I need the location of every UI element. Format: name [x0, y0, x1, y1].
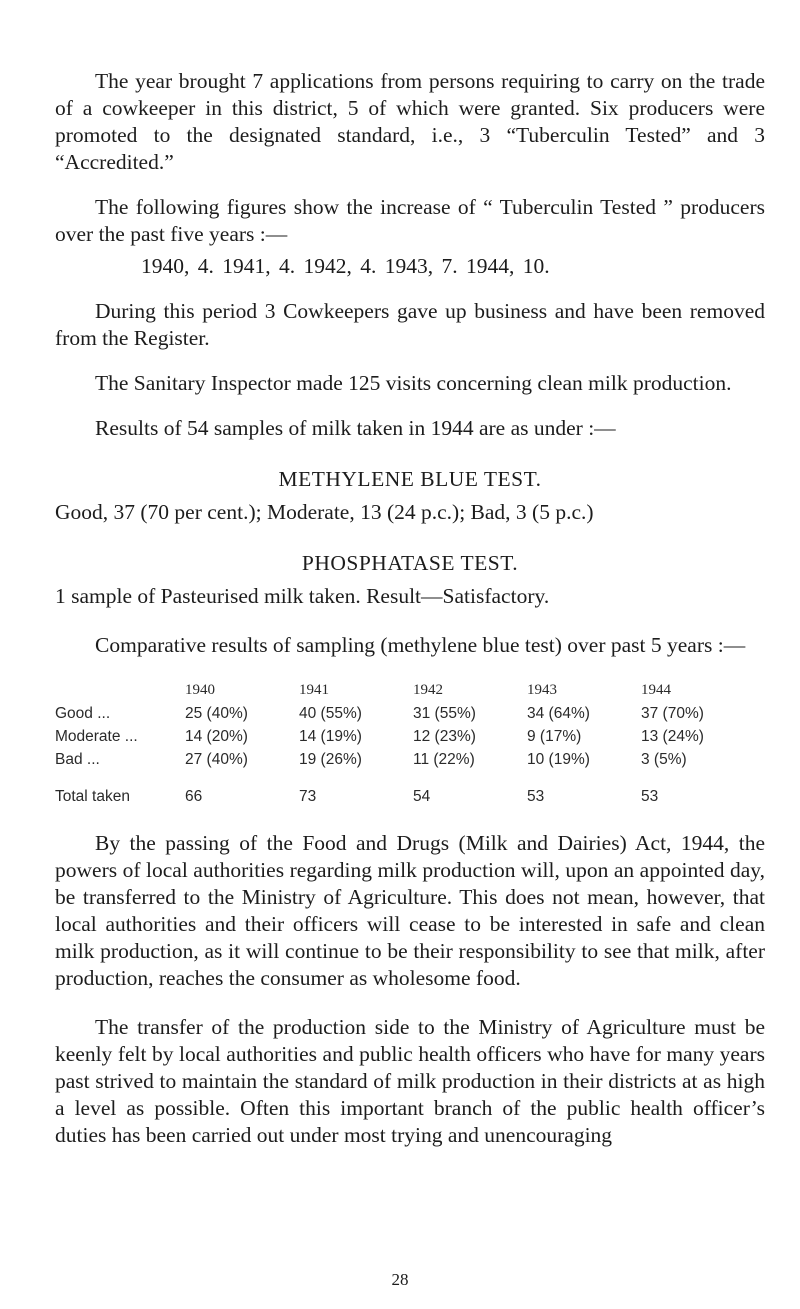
- paragraph-tuberculin-increase: The following figures show the increase of “ Tuberculin Tested ” producers over the past five years :—: [55, 195, 765, 246]
- methylene-result-line: Good, 37 (70 per cent.); Moderate, 13 (24 p.c.); Bad, 3 (5 p.c.): [55, 500, 594, 524]
- table-cell: 14 (19%): [299, 727, 362, 745]
- table-cell: 40 (55%): [299, 704, 362, 722]
- page-number: 28: [391, 1270, 409, 1289]
- paragraph-ministry-transfer: The transfer of the production side to the Ministry of Agriculture must be keenly felt by local authorities and public health officers who have for many years past strived to maintain the standard of milk production in their districts at as high a level as possible. Often this important branch of the public health officer’s duties has been carried out under most trying and unencouraging: [55, 1015, 765, 1147]
- table-row-total: [55, 771, 755, 808]
- row-label: Bad ...: [55, 750, 100, 768]
- table-header-year: 1944: [641, 682, 671, 698]
- table-cell: 11 (22%): [413, 750, 475, 768]
- table-row-bad: [55, 748, 755, 771]
- table-cell: 53: [641, 787, 659, 805]
- paragraph-applications: The year brought 7 applications from persons requiring to carry on the trade of a cowkeeper in this district, 5 of which were granted. Six producers were promoted to the designated standard, i.e., 3 “Tuberculin Tested” and 3 “Accredited.”: [55, 69, 765, 174]
- table-cell: 66: [185, 787, 203, 805]
- table-cell: 13 (24%): [641, 727, 704, 745]
- table-cell: 9 (17%): [527, 727, 582, 745]
- paragraph-samples-intro: Results of 54 samples of milk taken in 1944 are as under :—: [95, 416, 616, 440]
- table-cell: 3 (5%): [641, 750, 687, 768]
- phosphatase-result-line: 1 sample of Pasteurised milk taken. Result—Satisfactory.: [55, 584, 550, 608]
- table-cell: 10 (19%): [527, 750, 590, 768]
- table-cell: 53: [527, 787, 545, 805]
- comparative-results-table: [55, 679, 755, 808]
- table-cell: 54: [413, 787, 431, 805]
- table-header-year: 1942: [413, 682, 443, 698]
- table-cell: 73: [299, 787, 317, 805]
- row-label: Total taken: [55, 787, 130, 805]
- table-cell: 37 (70%): [641, 704, 704, 722]
- table-cell: 31 (55%): [413, 704, 476, 722]
- table-row-good: [55, 702, 755, 725]
- table-header-row: [55, 679, 755, 702]
- paragraph-cowkeepers-removed: During this period 3 Cowkeepers gave up business and have been removed from the Register.: [55, 299, 765, 350]
- table-cell: 25 (40%): [185, 704, 248, 722]
- table-header-year: 1943: [527, 682, 557, 698]
- paragraph-inspector-visits: The Sanitary Inspector made 125 visits concerning clean milk production.: [95, 371, 732, 395]
- row-label: Moderate ...: [55, 727, 138, 745]
- heading-methylene-blue-test: METHYLENE BLUE TEST.: [278, 467, 542, 491]
- paragraph-comparative-intro: Comparative results of sampling (methylene blue test) over past 5 years :—: [95, 633, 746, 657]
- document-page: [55, 68, 765, 1149]
- table-header-empty: [55, 679, 185, 702]
- table-cell: 14 (20%): [185, 727, 248, 745]
- table-row-moderate: [55, 725, 755, 748]
- table-cell: 19 (26%): [299, 750, 362, 768]
- tuberculin-years-line: 1940, 4. 1941, 4. 1942, 4. 1943, 7. 1944, 10.: [141, 254, 550, 278]
- heading-phosphatase-test: PHOSPHATASE TEST.: [301, 551, 519, 575]
- table-header-year: 1940: [185, 682, 215, 698]
- paragraph-food-and-drugs-act: By the passing of the Food and Drugs (Milk and Dairies) Act, 1944, the powers of local authorities regarding milk production will, upon an appointed day, be transferred to the Ministry of Agriculture. This does not mean, however, that local authorities and their officers will cease to be interested in safe and clean milk production, as it will continue to be their responsibility to see that milk, after production, reaches the consumer as wholesome food.: [55, 831, 765, 990]
- table-cell: 34 (64%): [527, 704, 590, 722]
- table-header-year: 1941: [299, 682, 329, 698]
- table-cell: 12 (23%): [413, 727, 476, 745]
- row-label: Good ...: [55, 704, 111, 722]
- table-cell: 27 (40%): [185, 750, 248, 768]
